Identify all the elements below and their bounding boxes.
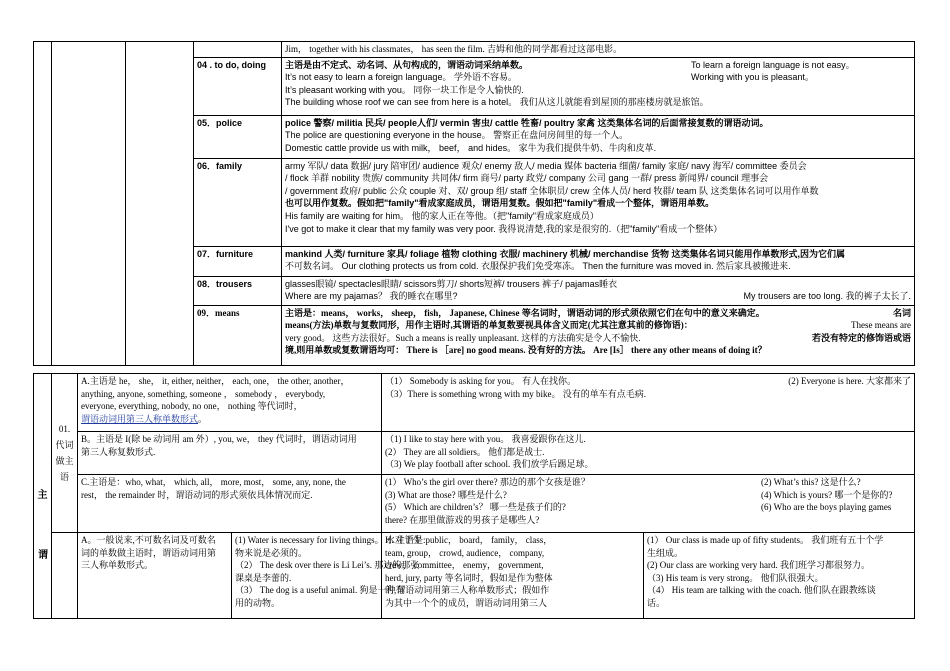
rule-b-examples: （1) I like to stay here with you。 我喜爱跟你在这儿. (2） They are all soldiers。 他们都是战士. （3) We play football after school. 我们放学后踢足球。 xyxy=(382,432,915,475)
rule-label-trousers: 08．trousers xyxy=(194,276,282,305)
rule-label-family: 06．family xyxy=(194,158,282,246)
top-table xyxy=(33,41,915,366)
rule-content-furniture: mankind 人类/ furniture 家具/ foliage 植物 clothing 衣服/ machinery 机械/ merchandise 货物 这类集体名词只能用作单数形式,因为它们属 不可数名词。 Our clothing protects us from cold. 衣服保护我们免受寒冻。 Then the furniture was moved in. 然后家具被搬进来. xyxy=(282,246,915,276)
rule-content-police: police 警察/ militia 民兵/ people人们/ vermin 害虫/ cattle 牲畜/ poultry 家禽 这类集体名词的后面常接复数的谓语动词。 The police are questioning everyone in the house。 警察正在盘问房间里的每一个人。 Domestic cattle provide us with milk， beef， and hides。 家牛为我们提供牛奶、牛肉和皮革. xyxy=(282,115,915,158)
rule-c-left: C.主语是：who, what， which, all， more, most， some, any, none, the rest， the remainder 时，谓语动词的形式须依具体情况而定. xyxy=(78,475,382,533)
rule-a-left: A.主语是 he， she， it, either, neither， each, one， the other, another， anything, anyone, something, someone ， somebody ， everybody, everyone, everything, nobody, no one， nothing 等代词时， 谓语动词用第三人称单数形式。 xyxy=(78,374,382,432)
rule-c-examples: (2) What’s this? 这是什么? (1） Who’s the girl over there? 那边的那个女孩是谁？ (4) Which is yours? 哪一个是你的? (3) What are those? 哪些是什么? (6) Who are the boys playing games (5） Which are children’s？ 哪一些是孩子们的? there? 在那里做游戏的男孩子是哪些人? xyxy=(382,475,915,533)
main-label: 主 xyxy=(34,374,52,619)
rule-content-means: 名词 主语是：means， works， sheep， fish， Japanese, Chinese 等名词时，谓语动词的形式须依照它们在句中的意义来确定。 These means are means(方法)单数与复数同形，用作主语时,其谓语的单复数要视具体含义而定(尤其注意其前的修饰语)： 若没有特定的修饰语或语 very good。 这些方法很好。Such a means is really unpleasant. 这样的方法确实是令人不愉快. 境,则用单数或复数谓语均可： There is ［are] no good means. 没有好的方法。 Are [Is］ there any other means of doing it？ xyxy=(282,305,915,365)
bottom-table xyxy=(33,373,915,619)
predicate-label: 谓 xyxy=(38,550,48,561)
rule-b-left: B。主语是 I(除 be 动词用 am 外）, you, we， they 代词时，谓语动词用 第三人称复数形式. xyxy=(78,432,382,475)
rule-content-family: army 军队/ data 数据/ jury 陪审团/ audience 观众/ enemy 敌人/ media 媒体 bacteria 细菌/ family 家庭/ navy 海军/ committee 委员会 / flock 羊群 nobility 贵族/ community 共同体/ firm 商号/ party 政党/ company 公司 gang 一群/ press 新闻界/ council 理事会 / government 政府/ public 公众 couple 对、双/ group 组/ staff 全体职员/ crew 全体人员/ herd 牧群/ team 队 这类集体名词可以用作单数 也可以用作复数。假如把"family"看成家庭成员，谓语用复数。假如把"family"看成一个整体，谓语用单数。 His family are waiting for him。 他的家人正在等他。（把"family"看成家庭成员） I've got to make it clear that my family was very poor. 我得说清楚,我的家是很穷的.（把"family"看成一个整体） xyxy=(282,158,915,246)
rule-d-examples: (1) Water is necessary for living things。 水对于生 物来说是必须的。 （2） The desk over there is Li Lei’s. 那边的那张 课桌是李蕾的. （3） The dog is a useful animal. 狗是一种有 用的动物。 xyxy=(232,533,382,619)
rule-label-means: 09．means xyxy=(194,305,282,365)
rule-label-to-do: 04 . to do, doing xyxy=(194,57,282,115)
pronoun-subject-label: 01. 代词做主语 xyxy=(52,374,78,533)
rule-h-left: H. 主语是:public， board， family， class， team, group， crowd, audience， company, crew， committee， enemy， government, herd, jury, party 等名词时，假如是作为整体 的,谓语动词用第三人称单数形式；假如作 为其中一个个的成员，谓语动词用第三人 xyxy=(382,533,644,619)
rule-a-examples: (2) Everyone is here. 大家都来了 （1） Somebody is asking for you。 有人在找你。 （3）There is something wrong with my bike。 没有的单车有点毛病. xyxy=(382,374,915,432)
rule-label-furniture: 07．furniture xyxy=(194,246,282,276)
row-collective-example: Jim， together with his classmates， has seen the film. 吉姆和他的同学都看过这部电影。 xyxy=(282,42,915,58)
rule-d-left: A。一般说来,不可数名词及可数名 词的单数做主语时，谓语动词用第 三人称单数形式。 xyxy=(78,533,232,619)
rule-h-examples: (1） Our class is made up of fifty students。 我们班有五十个学 生组成。 (2) Our class are working very hard. 我们班学习都很努力。 （3) His team is very strong。 他们队很强大。 （4） His team are talking with the coach. 他们队在跟教练谈 话。 xyxy=(644,533,915,619)
rule-label-police: 05．police xyxy=(194,115,282,158)
rule-content-to-do: To learn a foreign language is not easy。 主语是由不定式、动名词、从句构成的，谓语动词采纳单数。 Working with you is pleasant。 It’s not easy to learn a foreign language。 学外语不容易。 It’s pleasant working with you。 同你一块工作是令人愉快的. The building whose roof we can see from here is a hotel。 我们从这儿就能看到屋顶的那座楼房就是旅馆。 xyxy=(282,57,915,115)
rule-content-trousers: glasses眼镜/ spectacles眼睛/ scissors剪刀/ shorts短裤/ trousers 裤子/ pajamas睡衣 My trousers are too long. 我的裤子太长了. Where are my pajamas？ 我的睡衣在哪里? xyxy=(282,276,915,305)
singular-form-link[interactable]: 谓语动词用第三人称单数形式 xyxy=(81,413,199,424)
